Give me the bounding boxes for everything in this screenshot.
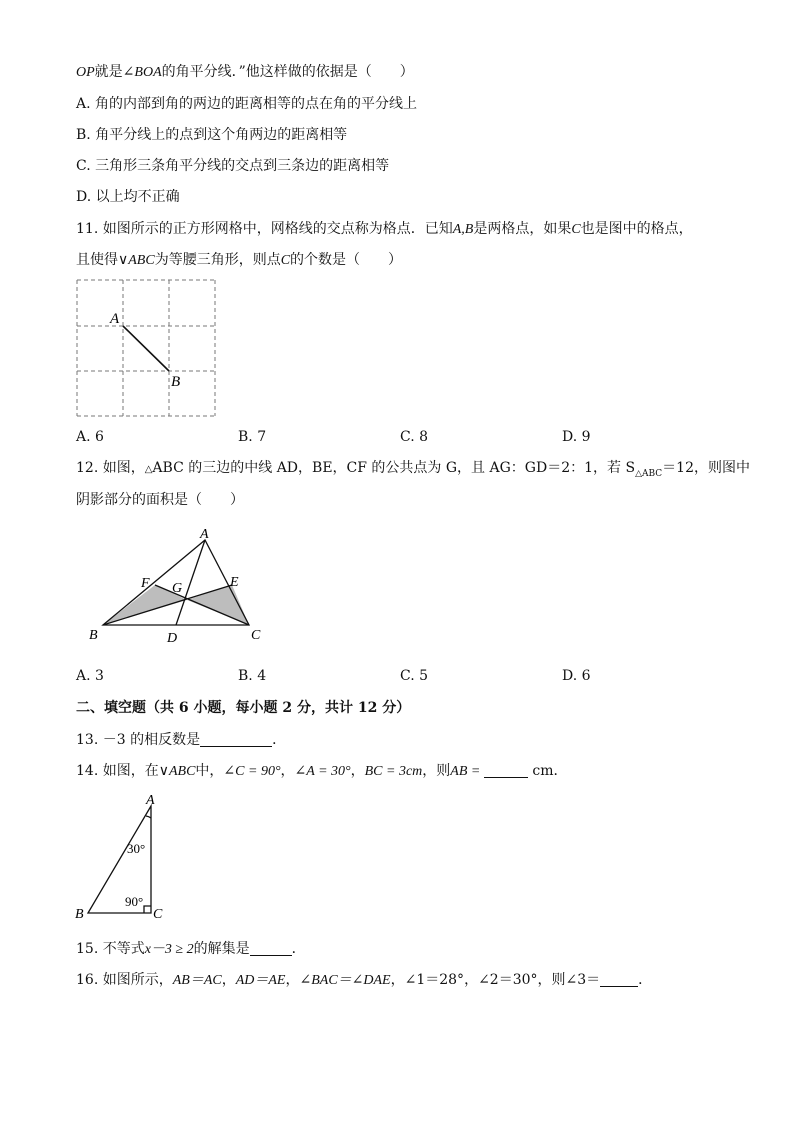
q14-text: 14. 如图，在 [76, 763, 159, 779]
q16-answer-blank[interactable] [600, 972, 638, 987]
q14-answer-blank[interactable] [484, 763, 528, 778]
q16: 16. 如图所示，AB＝AC，AD＝AE，∠BAC＝∠DAE，∠1＝28°，∠2＝30°，则∠3＝ ． [76, 972, 653, 988]
q14-angle-a: ∠A = 30° [294, 764, 351, 779]
q14-text: ，则 [422, 763, 451, 779]
q10-stem [76, 63, 414, 82]
q11-text: 也是图中的格点， [580, 221, 693, 237]
q15 [76, 940, 306, 959]
q16-period: ． [638, 972, 653, 988]
q12-text: 12. 如图， [76, 460, 145, 476]
q14-angle-c: ∠C = 90° [223, 764, 281, 779]
q12-label-c: C [251, 628, 261, 643]
q12-label-e: E [230, 575, 239, 590]
q14-right-triangle-figure [70, 790, 180, 925]
q12-label-d: D [167, 631, 178, 646]
q14: 14. 如图，在∨ABC中，∠C = 90°，∠A = 30°，BC = 3cm，则AB = cm． [76, 763, 568, 779]
q13-answer-blank[interactable] [200, 732, 272, 747]
section-fill-blank-title: 二、填空题（共 6 小题，每小题 2 分，共计 12 分） [76, 700, 411, 716]
q11-text: 为等腰三角形，则点 [154, 252, 281, 268]
q12-label-f: F [141, 576, 150, 591]
q10-angle: ∠BOA [122, 65, 162, 80]
q15-inequality: x－3 ≥ 2 [144, 942, 194, 957]
q16-condition-5: ∠2＝30° [478, 972, 538, 988]
q14-angle-label-a: 30° [127, 841, 146, 856]
q12-label-g: G [172, 581, 183, 596]
q14-unit: cm． [532, 763, 568, 779]
q16-condition-3: ∠BAC＝∠DAE [299, 973, 391, 988]
q12-triangle-symbol: △ [144, 464, 153, 475]
q12-label-a: A [200, 528, 209, 542]
q12-option-b: B. 4 [238, 668, 267, 684]
q11-text: 且使得 [76, 252, 118, 268]
q11-option-d: D. 9 [562, 429, 591, 445]
q10-option-d: D. 以上均不正确 [76, 189, 180, 205]
q11-text: 的个数是（ ） [290, 252, 403, 268]
q11-stem-line2 [76, 251, 402, 270]
q15-text: 的解集是 [193, 941, 250, 957]
q12-option-a: A. 3 [76, 668, 104, 684]
q11-stem-line1 [76, 220, 693, 239]
q11-text: 11. 如图所示的正方形网格中，网格线的交点称为格点．已知 [76, 221, 453, 237]
q11-point-c: C [280, 253, 291, 268]
q11-text: 是两格点，如果 [473, 221, 572, 237]
q16-text: 16. 如图所示， [76, 972, 173, 988]
q11-label-b: B [171, 374, 181, 390]
q12-stem-line2: 阴影部分的面积是（ ） [76, 492, 244, 508]
q14-label-a: A [146, 793, 155, 808]
q11-point-c: C [571, 222, 581, 237]
q11-label-a: A [110, 311, 120, 327]
q10-option-b: B. 角平分线上的点到这个角两边的距离相等 [76, 127, 348, 143]
q12-label-b: B [89, 628, 98, 643]
q11-option-b: B. 7 [238, 429, 267, 445]
q12-option-d: D. 6 [562, 668, 591, 684]
q12-triangle-figure [85, 528, 275, 648]
q14-side-bc: BC = 3cm [364, 764, 423, 779]
q16-text: ，则∠3＝ [537, 972, 601, 988]
q13 [76, 731, 286, 749]
q11-segment-ab [123, 326, 169, 371]
q13-period: ． [272, 732, 287, 748]
q12-shaded-right [187, 585, 249, 625]
q12-subscript: △ABC [635, 468, 663, 479]
q10-option-a: A. 角的内部到角的两边的距离相等的点在角的平分线上 [76, 96, 418, 112]
q12-stem-line1 [76, 459, 750, 483]
q15-answer-blank[interactable] [250, 941, 292, 956]
q14-angle-label-c: 90° [125, 894, 144, 909]
q14-triangle: ∨ABC [158, 764, 196, 779]
q14-ab: AB = [450, 764, 481, 779]
q15-text: 15. 不等式 [76, 941, 145, 957]
q16-condition-4: ∠1＝28° [404, 972, 465, 988]
q11-option-a: A. 6 [76, 429, 104, 445]
q13-text: 13. －3 的相反数是 [76, 732, 201, 748]
q10-op: OP [76, 65, 95, 80]
q14-label-b: B [75, 907, 84, 922]
q12-text: ＝12，则图中 [662, 460, 750, 476]
q12-text: ABC 的三边的中线 AD，BE，CF 的公共点为 G，且 AG：GD＝2：1，若 S [152, 460, 636, 476]
q14-label-c: C [153, 907, 163, 922]
q11-option-c: C. 8 [400, 429, 429, 445]
q14-text: 中， [195, 763, 224, 779]
q10-stem-tail: 的角平分线．”他这样做的依据是（ ） [161, 64, 414, 80]
q15-period: ． [291, 941, 306, 957]
q12-option-c: C. 5 [400, 668, 429, 684]
q11-grid-figure [70, 274, 220, 422]
q16-condition-2: AD＝AE [235, 973, 286, 988]
q10-stem-mid: 就是 [94, 64, 123, 80]
q11-triangle: ∨ABC [118, 253, 155, 268]
q11-points-ab: A,B [452, 222, 474, 237]
q10-option-c: C. 三角形三条角平分线的交点到三条边的距离相等 [76, 158, 390, 174]
q16-condition-1: AB＝AC [172, 973, 222, 988]
